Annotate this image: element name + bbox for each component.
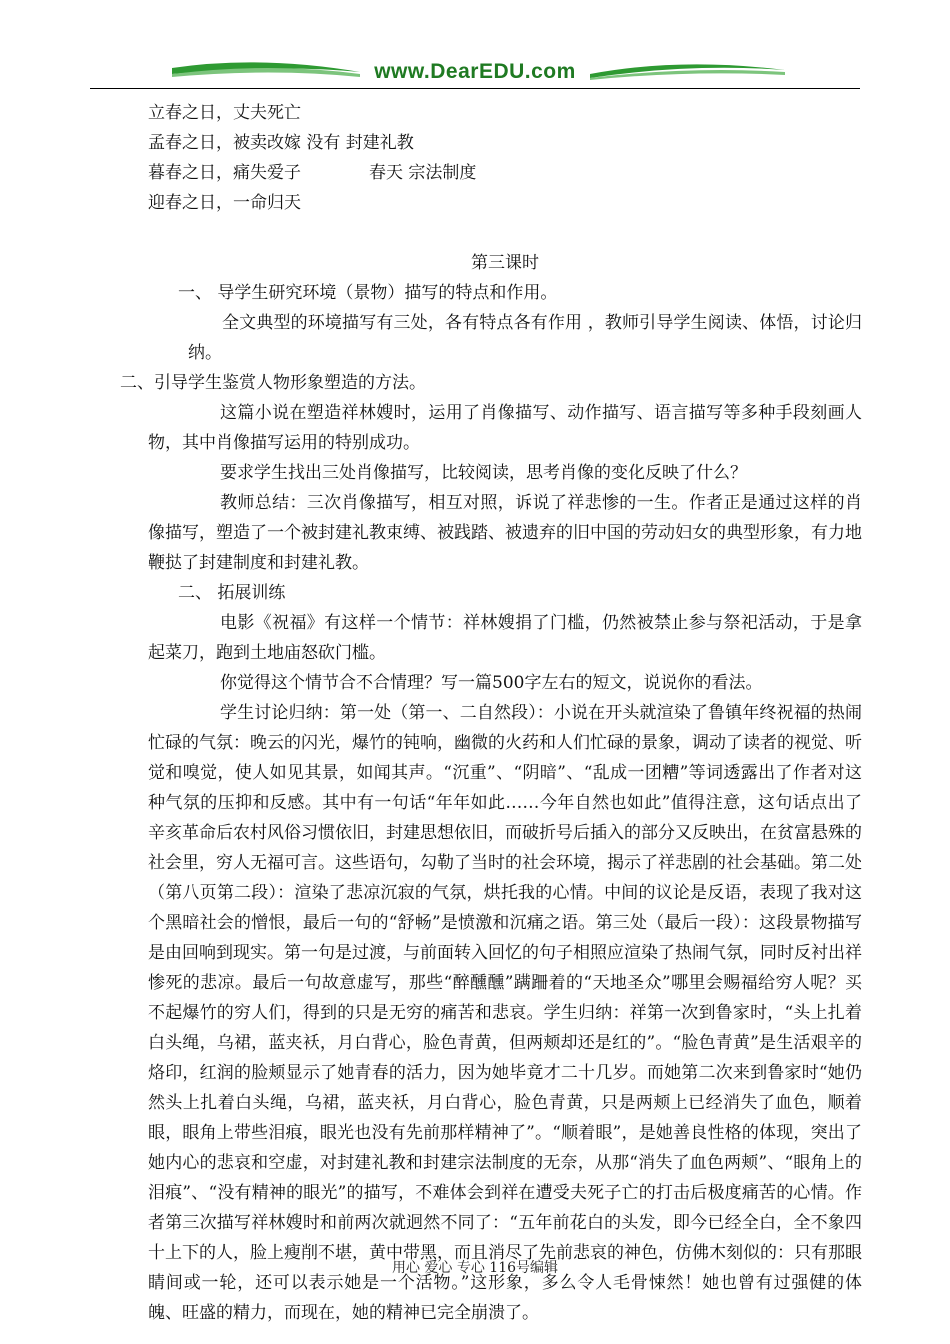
paragraph: 教师总结：三次肖像描写，相互对照，诉说了祥悲惨的一生。作者正是通过这样的肖像描写，塑造了一个被封建礼教束缚、被践踏、被遗弃的旧中国的劳动妇女的典型形象，有力地鞭挞了封建制度和封建礼教。 bbox=[148, 493, 862, 573]
paragraph: 电影《祝福》有这样一个情节：祥林嫂捐了门槛，仍然被禁止参与祭祀活动，于是拿起菜刀，跑到土地庙怒砍门槛。 bbox=[148, 613, 862, 663]
poem-line: 孟春之日，被卖改嫁 没有 封建礼教 bbox=[148, 133, 414, 153]
lesson-title: 第三课时 bbox=[471, 253, 539, 273]
section-heading: 二、引导学生鉴赏人物形象塑造的方法。 bbox=[120, 373, 426, 393]
paragraph: 这篇小说在塑造祥林嫂时，运用了肖像描写、动作描写、语言描写等多种手段刻画人物，其中肖像描写运用的特别成功。 bbox=[148, 403, 862, 453]
poem-line: 暮春之日，痛失爱子 春天 宗法制度 bbox=[148, 163, 477, 183]
section-heading: 一、 导学生研究环境（景物）描写的特点和作用。 bbox=[178, 283, 558, 303]
paragraph: 全文典型的环境描写有三处，各有特点各有作用 ，教师引导学生阅读、体悟，讨论归纳。 bbox=[188, 313, 862, 363]
document-body bbox=[120, 98, 862, 1328]
poem-line: 立春之日，丈夫死亡 bbox=[148, 103, 301, 123]
section-heading: 二、 拓展训练 bbox=[178, 583, 286, 603]
poem-line: 迎春之日，一命归天 bbox=[148, 193, 301, 213]
paragraph: 学生讨论归纳：第一处（第一、二自然段）：小说在开头就渲染了鲁镇年终祝福的热闹忙碌的气氛：晚云的闪光，爆竹的钝响，幽微的火药和人们忙碌的景象，调动了读者的视觉、听觉和嗅觉，使人如见其景，如闻其声。“沉重”、“阴暗”、“乱成一团糟”等词透露出了作者对这种气氛的压抑和反感。其中有一句话“年年如此……今年自然也如此”值得注意，这句话点出了辛亥革命后农村风俗习惯依旧，封建思想依旧，而破折号后插入的部分又反映出，在贫富悬殊的社会里，穷人无福可言。这些语句，勾勒了当时的社会环境，揭示了祥悲剧的社会基础。第二处（第八页第二段）：渲染了悲凉沉寂的气氛，烘托我的心情。中间的议论是反语，表现了我对这个黑暗社会的憎恨，最后一句的“舒畅”是愤激和沉痛之语。第三处（最后一段）：这段景物描写是由回响到现实。第一句是过渡，与前面转入回忆的句子相照应渲染了热闹气氛，同时反衬出祥惨死的悲凉。最后一句故意虚写，那些“醉醺醺”蹒跚着的“天地圣众”哪里会赐福给穷人呢？买不起爆竹的穷人们，得到的只是无穷的痛苦和悲哀。学生归纳：祥第一次到鲁家时，“头上扎着白头绳，乌裙，蓝夹袄，月白背心，脸色青黄，但两颊却还是红的”。“脸色青黄”是生活艰辛的烙印，红润的脸颊显示了她青春的活力，因为她毕竟才二十几岁。而她第二次来到鲁家时“她仍然头上扎着白头绳，乌裙，蓝夹袄，月白背心，脸色青黄，只是两颊上已经消失了血色，顺着眼，眼角上带些泪痕，眼光也没有先前那样精神了”。“顺着眼”，是她善良性格的体现，突出了她内心的悲哀和空虚，对封建礼教和封建宗法制度的无奈，从那“消失了血色两颊”、“眼角上的泪痕”、“没有精神的眼光”的描写，不难体会到祥在遭受夫死子亡的打击后极度痛苦的心情。作者第三次描写祥林嫂时和前两次就迥然不同了：“五年前花白的头发，即今已经全白，全不象四十上下的人，脸上瘦削不堪，黄中带黑，而且消尽了先前悲哀的神色，仿佛木刻似的：只有那眼睛间或一轮，还可以表示她是一个活物。”这形象，多么令人毛骨悚然！她也曾有过强健的体魄、旺盛的精力，而现在，她的精神已完全崩溃了。 bbox=[148, 703, 862, 1323]
page-footer: 用心 爱心 专心 116号编辑 bbox=[391, 1260, 559, 1276]
site-logo-text: www.DearEDU.com bbox=[374, 60, 576, 83]
site-header bbox=[90, 50, 860, 90]
header-divider bbox=[90, 88, 860, 89]
paragraph: 要求学生找出三处肖像描写，比较阅读，思考肖像的变化反映了什么？ bbox=[220, 463, 747, 483]
paragraph: 你觉得这个情节合不合情理？写一篇500字左右的短文，说说你的看法。 bbox=[220, 673, 763, 693]
